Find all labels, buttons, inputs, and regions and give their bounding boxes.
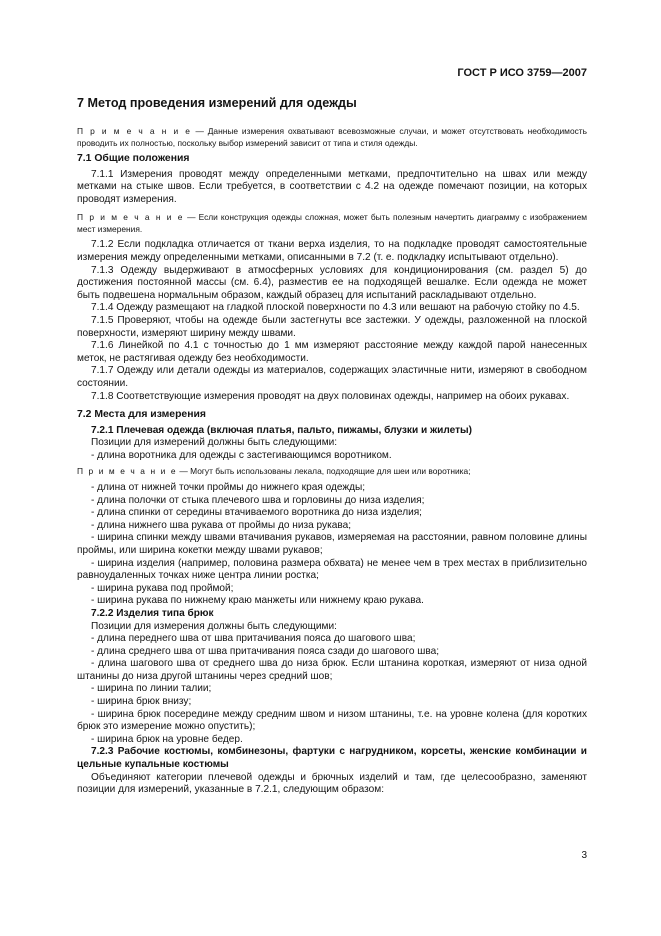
para-7-1-6: 7.1.6 Линейкой по 4.1 с точностью до 1 мм измеряют расстояние между каждой парой нанесенных меток, не растягивая одежду без необходимости.: [77, 340, 587, 364]
list-item: - длина полочки от стыка плечевого шва и горловины до низа изделия;: [91, 494, 425, 506]
note-3: [77, 466, 587, 478]
para-7-1-4: 7.1.4 Одежду размещают на гладкой плоской поверхности по 4.3 или вешают на рабочую стойку по 4.5.: [91, 302, 580, 314]
para-7-1-2: 7.1.2 Если подкладка отличается от ткани верха изделия, то на подкладке проводят самостоятельные измерения между определенными метками, описанными в 7.2 (т. е. подкладку испытывают отдельно).: [77, 239, 587, 263]
heading-7-2-3: 7.2.3 Рабочие костюмы, комбинезоны, фартуки с нагрудником, корсеты, женские комбинации и цельные купальные костюмы: [77, 746, 587, 771]
para-7-1-7: 7.1.7 Одежду или детали одежды из материалов, содержащих эластичные нити, измеряют в свободном состоянии.: [77, 365, 587, 389]
para-7-2-2-a: Позиции для измерения должны быть следующими:: [91, 620, 337, 632]
para-7-2-3: Объединяют категории плечевой одежды и брючных изделий и там, где целесообразно, заменяют позиции для измерений, указанные в 7.2.1, следующим образом:: [77, 771, 587, 796]
heading-7-2-2: 7.2.2 Изделия типа брюк: [91, 607, 214, 619]
list-item: - длина среднего шва от шва притачивания пояса сзади до шагового шва;: [91, 645, 440, 657]
list-item: - ширина изделия (например, половина размера обхвата) не менее чем в трех местах в приблизительно равноудаленных точках ниже центра линии ростка;: [77, 557, 587, 582]
list-item: - длина спинки от середины втачиваемого воротника до низа изделия;: [91, 507, 422, 519]
document-body: [77, 126, 587, 797]
note-label: П р и м е ч а н и е: [77, 466, 178, 477]
note-text: — Могут быть использованы лекала, подходящие для шеи или воротника;: [177, 466, 471, 477]
heading-7-2: 7.2 Места для измерения: [77, 409, 206, 421]
note-text: — Если конструкция одежды сложная, может быть полезным начертить диаграмму с изображением мест измерения.: [77, 212, 587, 234]
list-item: - ширина по линии талии;: [91, 683, 212, 695]
page-number: 3: [581, 850, 587, 861]
list-item: - длина нижнего шва рукава от проймы до низа рукава;: [91, 519, 352, 531]
para-7-1-3: 7.1.3 Одежду выдерживают в атмосферных условиях для кондиционирования (см. раздел 5) до достижения постоянной массы (см. 6.4), разместив ее на подходящей вешалке. Если одежда не может быть подвешена нормальным образом, каждый образец для испытаний раскладывают отдельно.: [77, 264, 587, 301]
para-7-2-1-b: - длина воротника для одежды с застегивающимся воротником.: [91, 449, 392, 461]
list-item: - ширина рукава по нижнему краю манжеты или нижнему краю рукава.: [91, 595, 424, 607]
note-label: П р и м е ч а н и е: [77, 212, 185, 223]
list-item: - ширина брюк внизу;: [91, 696, 192, 708]
list-item: - ширина рукава под проймой;: [91, 582, 234, 594]
note-1: [77, 126, 587, 149]
note-2: [77, 212, 587, 235]
para-7-1-5: 7.1.5 Проверяют, чтобы на одежде были застегнуты все застежки. У одежды, разложенной на плоской поверхности, измеряют ширину между швами.: [77, 314, 587, 339]
section-title: 7 Метод проведения измерений для одежды: [77, 96, 357, 110]
document-header: ГОСТ Р ИСО 3759—2007: [457, 67, 587, 79]
para-7-1-8: 7.1.8 Соответствующие измерения проводят на двух половинах одежды, например на обоих рукавах.: [91, 390, 570, 402]
list-item: - ширина брюк посередине между средним швом и низом штанины, т.е. на уровне колена (для коротких брюк это измерение можно опустить);: [77, 708, 587, 733]
note-label: П р и м е ч а н и е: [77, 126, 192, 136]
list-item: - длина от нижней точки проймы до нижнего края одежды;: [91, 481, 366, 493]
note-text: — Данные измерения охватывают всевозможные случаи, и может отсутствовать необходимость проводить их полностью, поскольку выбор измерений зависит от типа и стиля одежды.: [77, 126, 587, 148]
list-item: - длина переднего шва от шва притачивания пояса до шагового шва;: [91, 633, 416, 645]
list-item: - ширина брюк на уровне бедер.: [91, 733, 243, 745]
heading-7-2-1: 7.2.1 Плечевая одежда (включая платья, пальто, пижамы, блузки и жилеты): [91, 424, 473, 436]
list-item: - ширина спинки между швами втачивания рукавов, измеряемая на расстоянии, равном половине длины проймы, или ширина кокетки между швами рукавов;: [77, 532, 587, 556]
para-7-1-1: 7.1.1 Измерения проводят между определенными метками, предпочтительно на швах или между метками на стыке швов. Если требуется, в соответствии с 4.2 на одежде помечают позиции, на которых проводят измерения.: [77, 168, 587, 205]
para-7-2-1-a: Позиции для измерений должны быть следующими:: [91, 437, 338, 449]
heading-7-1: 7.1 Общие положения: [77, 153, 190, 164]
list-item: - длина шагового шва от среднего шва до низа брюк. Если штанина короткая, измеряют от низа одной штанины до низа другой штанины через средний шов;: [77, 658, 587, 682]
